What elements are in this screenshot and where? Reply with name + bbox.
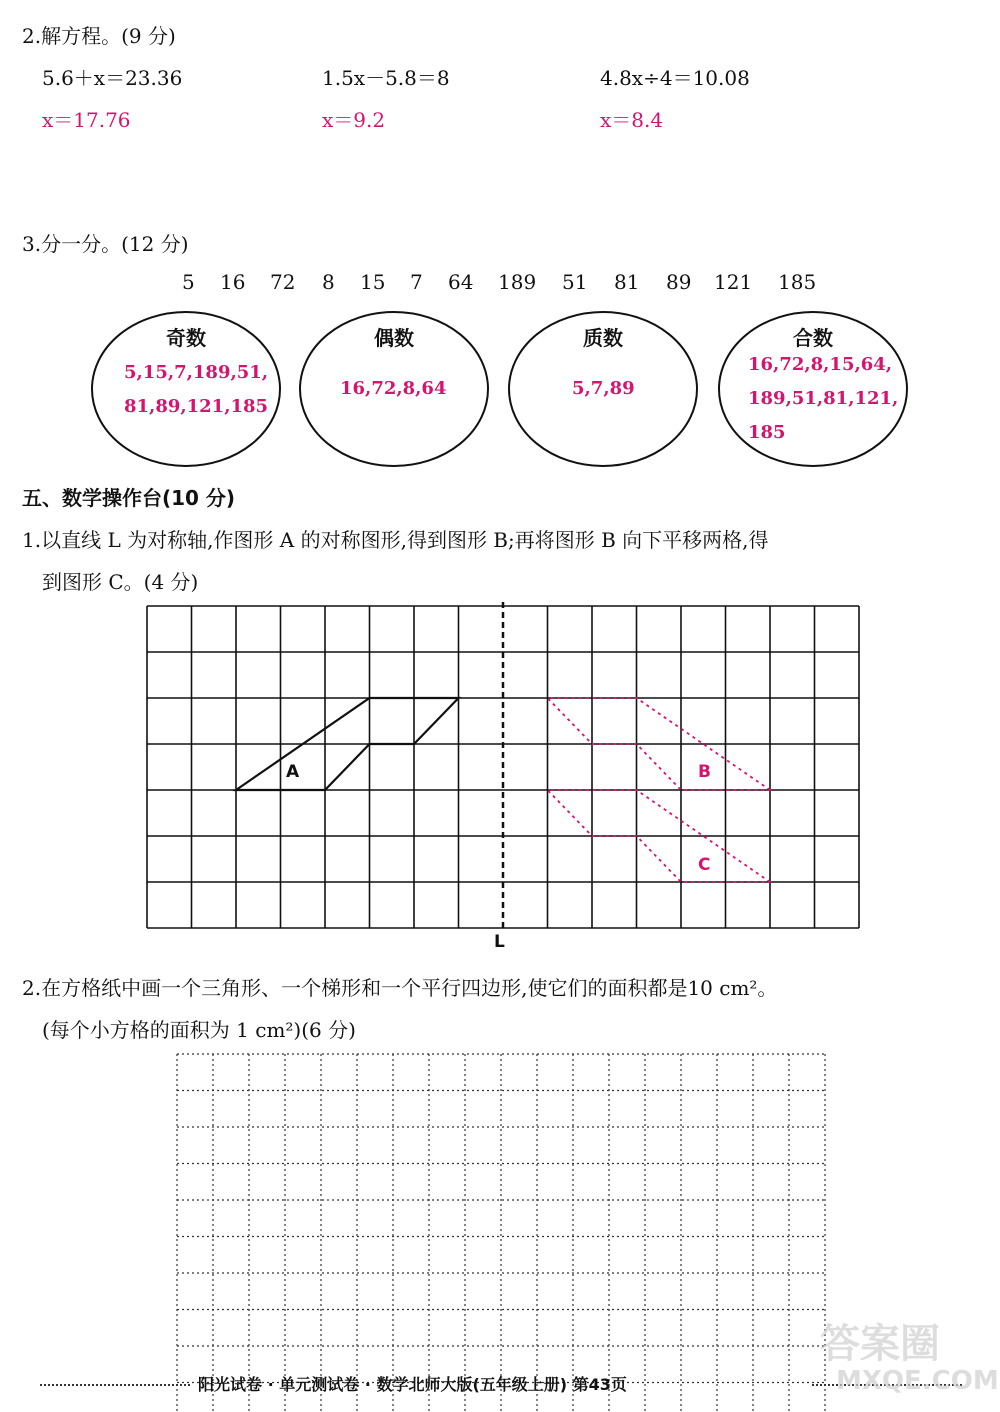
group-odd-line1: 5,15,7,189,51, <box>124 362 269 383</box>
number-item: 185 <box>778 270 817 294</box>
number-item: 15 <box>360 270 386 294</box>
number-item: 81 <box>614 270 640 294</box>
watermark-logo: 答案圈 <box>820 1321 940 1367</box>
number-item: 89 <box>666 270 692 294</box>
number-item: 72 <box>270 270 296 294</box>
group-odd-line2: 81,89,121,185 <box>124 396 269 417</box>
s5-q1-line2: 到图形 C。(4 分) <box>42 570 199 594</box>
group-prime-line1: 5,7,89 <box>572 378 635 399</box>
grid-symmetry <box>147 602 859 932</box>
answer-1: x＝17.76 <box>42 108 131 132</box>
answer-3: x＝8.4 <box>600 108 664 132</box>
equation-3: 4.8x÷4＝10.08 <box>600 66 750 90</box>
number-item: 7 <box>410 270 423 294</box>
axis-label-l: L <box>494 932 505 952</box>
shape-label-c: C <box>698 855 711 875</box>
group-even-line1: 16,72,8,64 <box>340 378 447 399</box>
grid-dotted <box>177 1054 825 1412</box>
group-composite-line1: 16,72,8,15,64, <box>748 354 893 375</box>
group-label-composite: 合数 <box>793 326 833 350</box>
section5-heading: 五、数学操作台(10 分) <box>22 486 236 510</box>
answer-2: x＝9.2 <box>322 108 386 132</box>
shape-label-a: A <box>286 762 300 782</box>
footer-text: 阳光试卷 · 单元测试卷 · 数学北师大版(五年级上册) 第43页 <box>198 1375 627 1394</box>
equation-2: 1.5x－5.8＝8 <box>322 66 450 90</box>
group-label-odd: 奇数 <box>166 326 206 350</box>
s5-q1-line1: 1.以直线 L 为对称轴,作图形 A 的对称图形,得到图形 B;再将图形 B 向下平移两格,得 <box>22 528 769 552</box>
number-item: 64 <box>448 270 474 294</box>
group-composite-line2: 189,51,81,121, <box>748 388 899 409</box>
q2-heading: 2.解方程。(9 分) <box>22 24 176 48</box>
number-item: 16 <box>220 270 246 294</box>
number-item: 51 <box>562 270 588 294</box>
group-label-prime: 质数 <box>583 326 623 350</box>
shape-label-b: B <box>698 762 711 782</box>
s5-q2-line2: (每个小方格的面积为 1 cm²)(6 分) <box>42 1018 356 1042</box>
number-item: 5 <box>182 270 195 294</box>
footer-rule-left <box>40 1384 190 1386</box>
number-item: 121 <box>714 270 753 294</box>
q3-heading: 3.分一分。(12 分) <box>22 232 189 256</box>
group-composite-line3: 185 <box>748 422 786 443</box>
number-item: 189 <box>498 270 537 294</box>
equation-1: 5.6＋x＝23.36 <box>42 66 183 90</box>
watermark-url: MXQE.COM <box>836 1366 999 1396</box>
group-label-even: 偶数 <box>374 326 414 350</box>
s5-q2-line1: 2.在方格纸中画一个三角形、一个梯形和一个平行四边形,使它们的面积都是10 cm²。 <box>22 976 778 1000</box>
number-item: 8 <box>322 270 335 294</box>
